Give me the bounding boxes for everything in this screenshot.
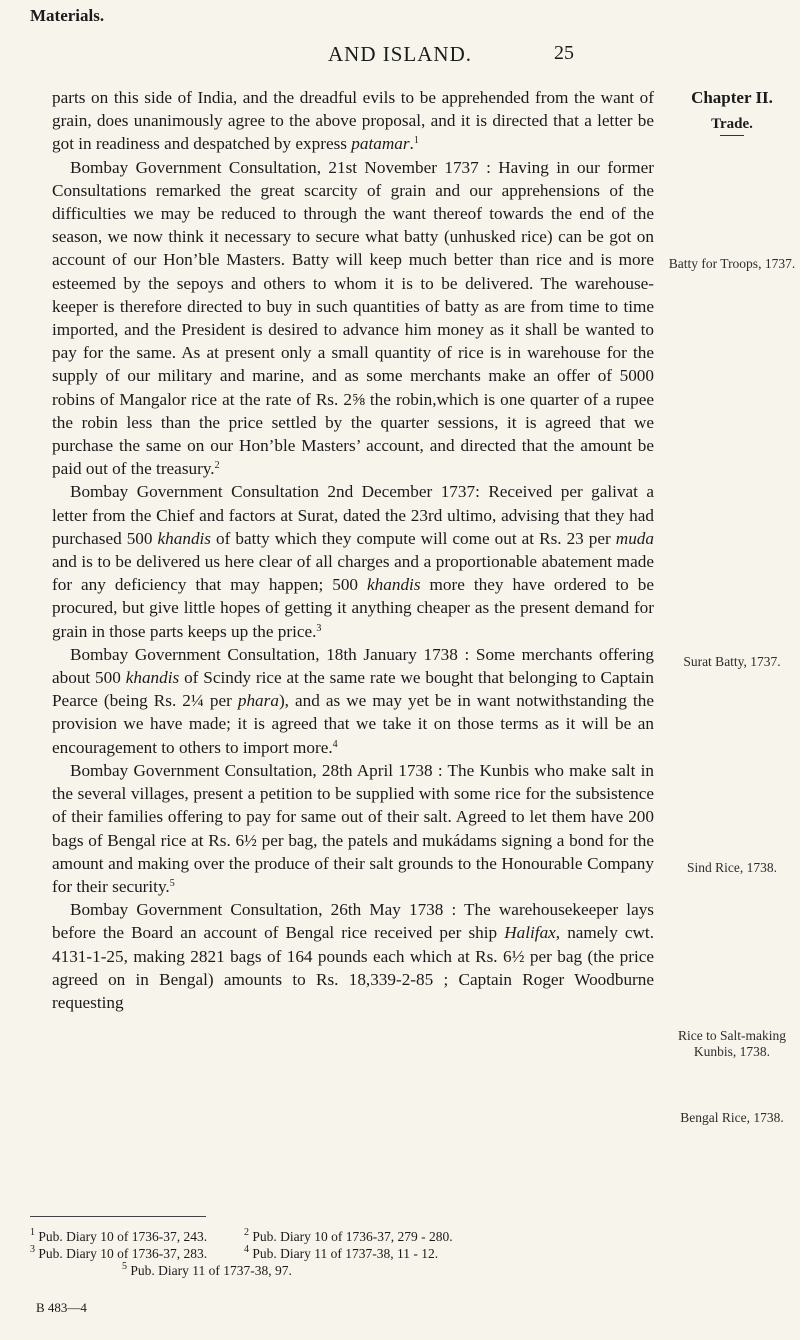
section-label: Trade.: [711, 116, 753, 132]
paragraph: Bombay Government Consultation, 28th April 1738 : The Kunbis who make salt in the several villages, present a petition to be supplied with some rice for the subsistence of their families offering to pay for same out of their salt. Agreed to let them have 200 bags of Bengal rice at Rs. 6½ per bag, the patels and mukádams signing a bond for the amount and making over the produce of their salt grounds to the Honourable Company for their security.$^5$: [52, 760, 654, 896]
paragraph: Bombay Government Consultation, 21st November 1737 : Having in our former Consultations remarked the great scarcity of grain and our apprehensions of the difficulties we may be reduced to through the want thereof towards the end of the season, we now think it necessary to secure what batty (unhusked rice) can be got on account of our Hon’ble Masters. Batty will keep much better than rice and is more esteemed by the sepoys and others to whom it is to be delivered. The warehouse-keeper is therefore directed to buy in such quantities of batty as are from time to time imported, and the President is desired to advance him money as it shall be wanted to pay for the same. As at present only a small quantity of rice is in warehouse for the supply of our military and marine, and as some merchants make an offer of 5000 robins of Mangalor rice at the rate of Rs. 2⅝ the robin,which is one quarter of a rupee the robin less than the price settled by the quarter sessions, it is agreed that we purchase the same on our Hon’ble Masters’ account, and directed that the amount be paid out of the treasury.$^2$: [52, 157, 654, 479]
footnote: $^4$ Pub. Diary 11 of 1737-38, 11 - 12.: [244, 1244, 439, 1261]
side-note-batty-for-troops: Batty for Troops, 1737.: [668, 256, 796, 271]
side-note-surat-batty: Surat Batty, 1737.: [683, 654, 781, 669]
chapter-heading: [668, 88, 796, 136]
footnote: $^3$ Pub. Diary 10 of 1736-37, 283.: [30, 1244, 208, 1261]
footnote-ref: 5: [169, 877, 175, 889]
footnote-ref: 3: [316, 622, 322, 634]
footnotes: [30, 1228, 670, 1279]
footnote: $^5$ Pub. Diary 11 of 1737-38, 97.: [122, 1261, 292, 1278]
footnote-ref: 1: [413, 135, 419, 147]
running-head: Materials.: [30, 6, 105, 25]
side-note-rice-to-kunbis: Rice to Salt-making Kunbis, 1738.: [678, 1028, 786, 1059]
footnote-ref: 2: [214, 460, 220, 472]
footnote: $^1$ Pub. Diary 10 of 1736-37, 243.: [30, 1227, 208, 1244]
paragraph: Bombay Government Consultation 2nd December 1737: Received per galivat a letter from the Chief and factors at Surat, dated the 23rd ultimo, advising that they had purchased 500 khandis of batty which they compute will come out at Rs. 23 per muda and is to be delivered us here clear of all charges and a proportionable abatement made for any deficiency that may happen; 500 khandis more they have ordered to be procured, but give little hopes of getting it anything cheaper as the present demand for grain in those parts keeps up the price.$^3$: [52, 482, 654, 641]
section-rule: [720, 135, 744, 136]
page-title: AND ISLAND.: [328, 42, 472, 66]
side-note-sind-rice: Sind Rice, 1738.: [687, 860, 777, 875]
paragraph: Bombay Government Consultation, 26th May 1738 : The warehousekeeper lays before the Board an account of Bengal rice received per ship Halifax, namely cwt. 4131-1-25, making 2821 bags of 164 pounds each which at Rs. 6½ per bag (the price agreed on in Bengal) amounts to Rs. 18,339-2-85 ; Captain Roger Woodburne requesting: [52, 900, 654, 1012]
side-note-bengal-rice: Bengal Rice, 1738.: [680, 1110, 784, 1125]
paragraph: parts on this side of India, and the dreadful evils to be apprehended from the want of grain, does unanimously agree to the above proposal, and it is directed that a letter be got in readiness and despatched by express patamar.$^1$: [52, 88, 654, 154]
footnote: $^2$ Pub. Diary 10 of 1736-37, 279 - 280.: [244, 1227, 453, 1244]
footnote-row: [30, 1228, 670, 1245]
print-signature: B 483—4: [36, 1300, 87, 1315]
footnote-row: [30, 1262, 670, 1279]
page-number: 25: [554, 42, 574, 64]
chapter-label: Chapter II.: [691, 88, 773, 107]
paragraph: Bombay Government Consultation, 18th January 1738 : Some merchants offering about 500 khandis of Scindy rice at the same rate we bought that belonging to Captain Pearce (being Rs. 2¼ per phara), and as we may yet be in want notwithstanding the provision we have made; it is agreed that we take it on those terms as it will be an encouragement to others to import more.$^4$: [52, 644, 655, 757]
footnote-ref: 4: [332, 738, 338, 750]
main-text: [52, 86, 654, 1014]
footnote-divider: [30, 1216, 206, 1217]
footnote-row: [30, 1245, 670, 1262]
